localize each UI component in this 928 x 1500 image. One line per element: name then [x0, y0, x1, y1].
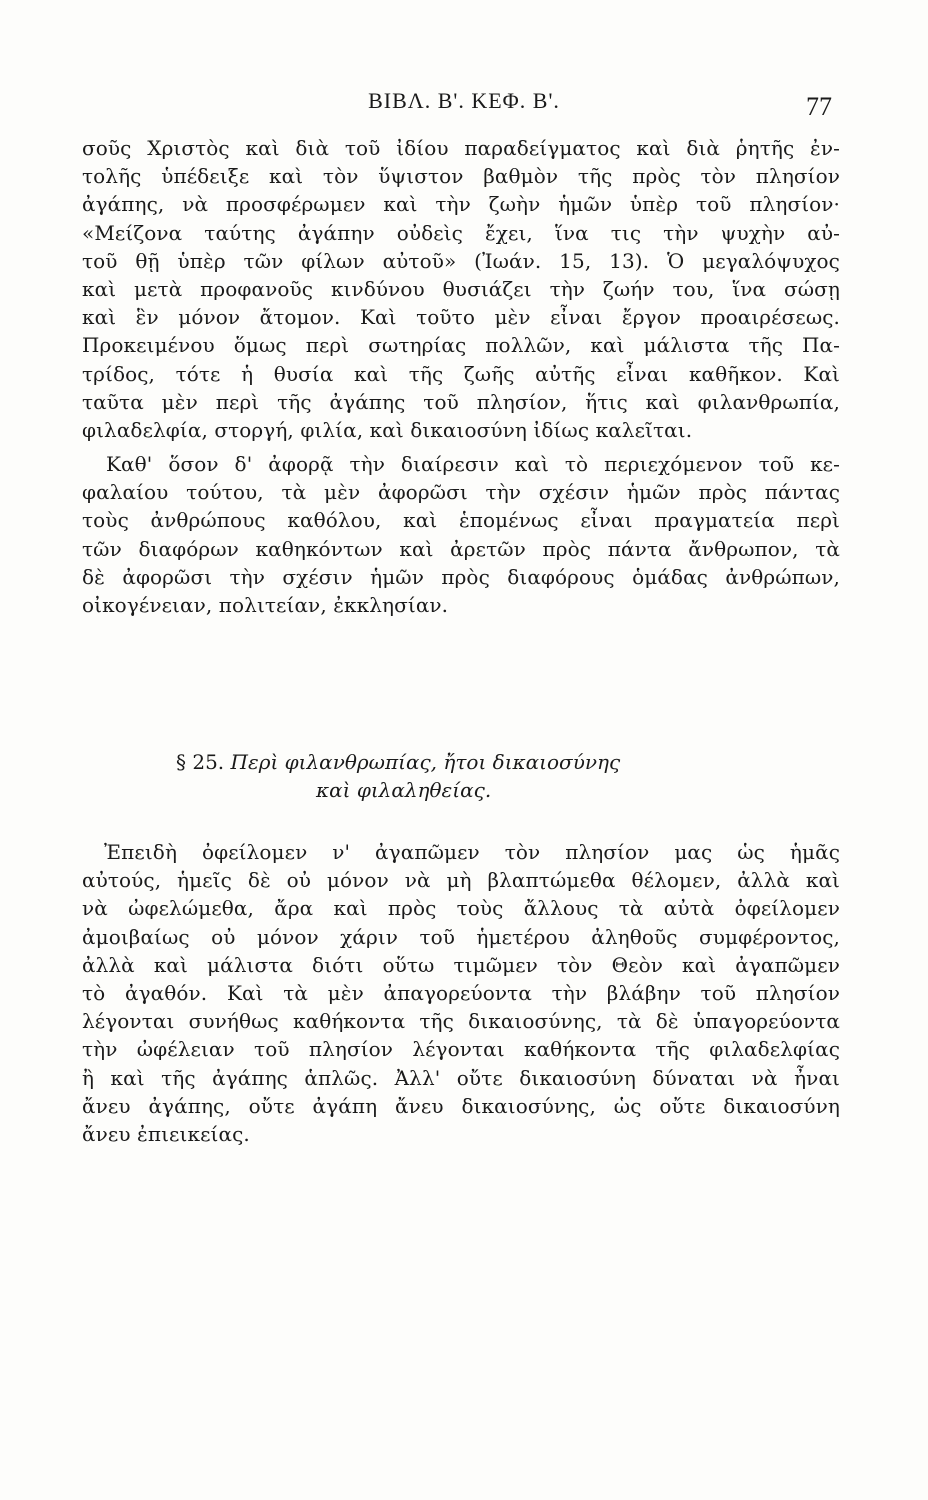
text-line: ἀμοιβαίως οὐ μόνον χάριν τοῦ ἡμετέρου ἀληθοῦς συμφέροντος,: [82, 924, 840, 949]
text-line: τῶν διαφόρων καθηκόντων καὶ ἀρετῶν πρὸς πάντα ἄνθρωπον, τὰ: [82, 536, 840, 561]
section-number: § 25.: [176, 750, 225, 774]
text-line: καὶ ἓν μόνον ἄτομον. Καὶ τοῦτο μὲν εἶναι ἔργον προαιρέσεως.: [82, 305, 840, 330]
text-line: «Μείζονα ταύτης ἀγάπην οὐδεὶς ἔχει, ἵνα τις τὴν ψυχὴν αὐ-: [82, 220, 840, 245]
text-line: ταῦτα μὲν περὶ τῆς ἀγάπης τοῦ πλησίον, ἥτις καὶ φιλανθρωπία,: [82, 389, 840, 414]
text-line: ἄνευ ἀγάπης, οὔτε ἀγάπη ἄνευ δικαιοσύνης, ὡς οὔτε δικαιοσύνη: [82, 1093, 840, 1118]
text-line: φαλαίου τούτου, τὰ μὲν ἀφορῶσι τὴν σχέσιν ἡμῶν πρὸς πάντας: [82, 480, 840, 505]
text-line: τὴν ὠφέλειαν τοῦ πλησίον λέγονται καθήκοντα τῆς φιλαδελφίας: [82, 1037, 840, 1062]
paragraph-1: [82, 134, 840, 444]
text-line: καὶ μετὰ προφανοῦς κινδύνου θυσιάζει τὴν ζωήν του, ἵνα σώσῃ: [82, 276, 840, 301]
text-line: αὐτούς, ἡμεῖς δὲ οὐ μόνον νὰ μὴ βλαπτώμεθα θέλομεν, ἀλλὰ καὶ: [82, 868, 840, 893]
text-line: Προκειμένου ὅμως περὶ σωτηρίας πολλῶν, καὶ μάλιστα τῆς Πα-: [82, 333, 840, 358]
paragraph-3: [82, 838, 840, 1148]
text-line: ἢ καὶ τῆς ἀγάπης ἁπλῶς. Ἀλλ' οὔτε δικαιοσύνη δύναται νὰ ἦναι: [82, 1065, 840, 1090]
text-line: ἀλλὰ καὶ μάλιστα διότι οὕτω τιμῶμεν τὸν Θεὸν καὶ ἀγαπῶμεν: [82, 952, 840, 977]
text-line: τοῦ θῇ ὑπὲρ τῶν φίλων αὐτοῦ» (Ἰωάν. 15, 13). Ὁ μεγαλόψυχος: [82, 248, 840, 273]
text-line: Καθ' ὅσον δ' ἀφορᾷ τὴν διαίρεσιν καὶ τὸ περιεχόμενον τοῦ κε-: [106, 452, 840, 477]
text-line: Ἐπειδὴ ὀφείλομεν ν' ἀγαπῶμεν τὸν πλησίον μας ὡς ἡμᾶς: [104, 840, 840, 864]
text-line: ἀγάπης, νὰ προσφέρωμεν καὶ τὴν ζωὴν ἡμῶν ὑπὲρ τοῦ πλησίον·: [82, 192, 840, 217]
body-text-lower: [82, 838, 840, 1148]
text-line: λέγονται συνήθως καθήκοντα τῆς δικαιοσύνης, τὰ δὲ ὑπαγορεύοντα: [82, 1009, 840, 1034]
section-title-part-1: Περὶ φιλανθρωπίας, ἤτοι δικαιοσύνης: [230, 750, 621, 774]
running-title: ΒΙΒΛ. Β'. ΚΕΦ. Β'.: [368, 88, 560, 113]
section-heading: [0, 748, 928, 804]
text-line: τολῆς ὑπέδειξε καὶ τὸν ὕψιστον βαθμὸν τῆς πρὸς τὸν πλησίον: [82, 164, 840, 189]
text-line: ἄνευ ἐπιεικείας.: [82, 1121, 250, 1146]
running-head: [0, 88, 928, 124]
text-line: δὲ ἀφορῶσι τὴν σχέσιν ἡμῶν πρὸς διαφόρους ὁμάδας ἀνθρώπων,: [82, 564, 840, 589]
text-line: τὸ ἀγαθόν. Καὶ τὰ μὲν ἀπαγορεύοντα τὴν βλάβην τοῦ πλησίον: [82, 980, 840, 1005]
section-heading-line-1: [0, 748, 928, 776]
text-line: τρίδος, τότε ἡ θυσία καὶ τῆς ζωῆς αὐτῆς εἶναι καθῆκον. Καὶ: [82, 361, 840, 386]
paragraph-2: [82, 450, 840, 619]
page-number: 77: [806, 92, 832, 121]
body-text-upper: [82, 134, 840, 619]
text-line: νὰ ὠφελώμεθα, ἄρα καὶ πρὸς τοὺς ἄλλους τὰ αὐτὰ ὀφείλομεν: [82, 896, 840, 921]
text-line: τοὺς ἀνθρώπους καθόλου, καὶ ἑπομένως εἶναι πραγματεία περὶ: [82, 508, 840, 533]
text-line: φιλαδελφία, στοργή, φιλία, καὶ δικαιοσύνη ἰδίως καλεῖται.: [82, 417, 693, 442]
text-line: σοῦς Χριστὸς καὶ διὰ τοῦ ἰδίου παραδείγματος καὶ διὰ ῥητῆς ἐν-: [82, 136, 840, 160]
section-title-part-2: καὶ φιλαληθείας.: [316, 778, 492, 802]
text-line: οἰκογένειαν, πολιτείαν, ἐκκλησίαν.: [82, 593, 449, 617]
